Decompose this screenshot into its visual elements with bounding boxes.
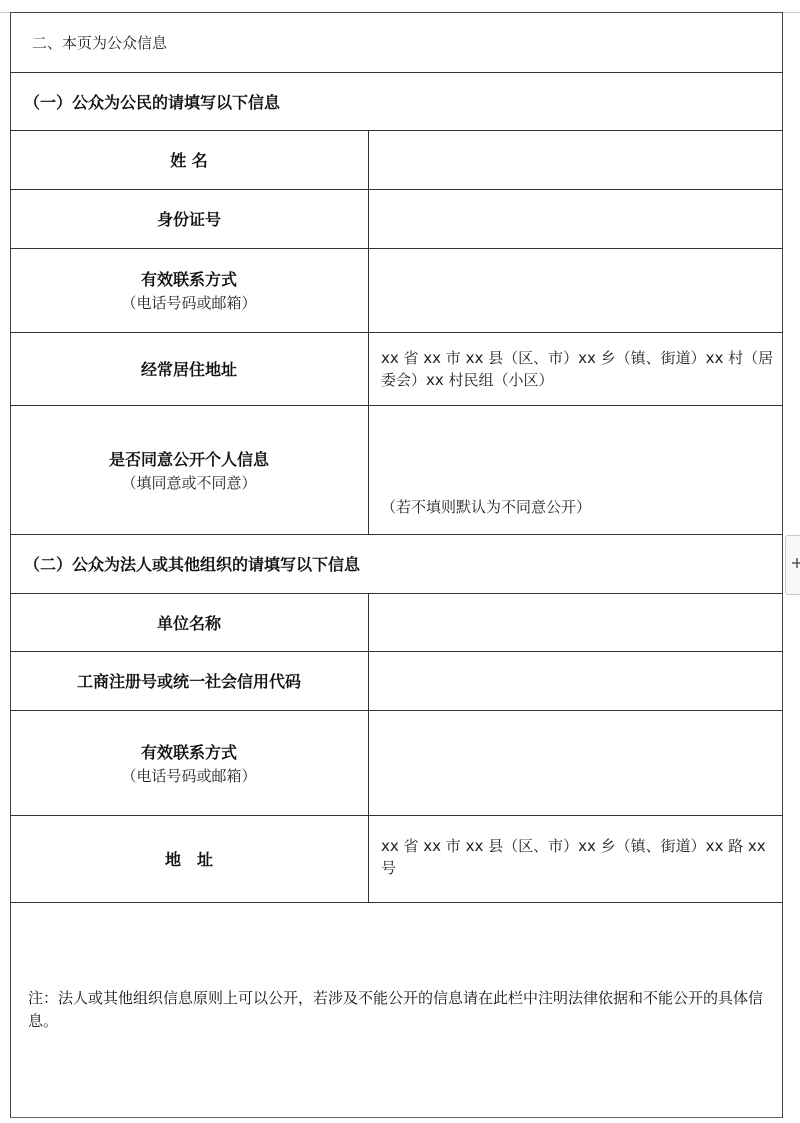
id-label-cell: [10, 189, 368, 248]
side-expand-tab[interactable]: [785, 535, 800, 595]
table-border-bottom: [10, 1117, 782, 1118]
unit-label-cell: [10, 593, 368, 651]
address-label-cell: [10, 332, 368, 405]
org-contact-hint: （电话号码或邮箱）: [121, 766, 257, 785]
org-address-value: xx 省 xx 市 xx 县（区、市）xx 乡（镇、街道）xx 路 xx 号: [381, 837, 766, 877]
plus-icon: [791, 556, 800, 570]
name-field[interactable]: [369, 130, 782, 189]
org-contact-label-cell: [10, 710, 368, 815]
contact-field[interactable]: [369, 248, 782, 332]
org-address-field[interactable]: [369, 815, 782, 902]
registration-code-field[interactable]: [369, 651, 782, 710]
name-label: 姓 名: [170, 151, 208, 170]
consent-label: 是否同意公开个人信息: [108, 449, 269, 469]
org-contact-label: 有效联系方式: [140, 742, 237, 762]
page-header: 二、本页为公众信息: [32, 33, 168, 52]
org-contact-field[interactable]: [369, 710, 782, 815]
residence-address-value: xx 省 xx 市 xx 县（区、市）xx 乡（镇、街道）xx 村（居委会）xx 村民组（小区）: [381, 348, 774, 389]
org-address-label: 地 址: [164, 850, 213, 869]
id-number-label: 身份证号: [156, 210, 221, 229]
table-border-right: [782, 12, 783, 1118]
footer-note: 注：法人或其他组织信息原则上可以公开，若涉及不能公开的信息请在此栏中注明法律依据和不能公开的具体信息。: [28, 988, 764, 1030]
contact-label-cell: [10, 248, 368, 332]
org-section-title: （二）公众为法人或其他组织的请填写以下信息: [24, 555, 361, 574]
consent-hint: （填同意或不同意）: [121, 473, 257, 492]
id-number-field[interactable]: [369, 189, 782, 248]
reg-label-cell: [10, 651, 368, 710]
residence-address-label: 经常居住地址: [140, 360, 237, 379]
name-label-cell: [10, 130, 368, 189]
page-edge: [782, 12, 800, 13]
footer-note-cell[interactable]: [10, 902, 782, 1117]
unit-name-field[interactable]: [369, 593, 782, 651]
contact-label: 有效联系方式: [140, 270, 237, 289]
registration-code-label: 工商注册号或统一社会信用代码: [76, 672, 301, 691]
consent-default-note: （若不填则默认为不同意公开）: [381, 498, 592, 516]
residence-address-field[interactable]: [369, 332, 782, 405]
page-edge: [0, 12, 10, 13]
contact-hint: （电话号码或邮箱）: [121, 294, 257, 312]
citizen-section-title: （一）公众为公民的请填写以下信息: [24, 92, 281, 112]
unit-name-label: 单位名称: [156, 613, 221, 633]
consent-label-cell: [10, 405, 368, 534]
consent-field[interactable]: [369, 405, 782, 534]
org-address-label-cell: [10, 815, 368, 902]
